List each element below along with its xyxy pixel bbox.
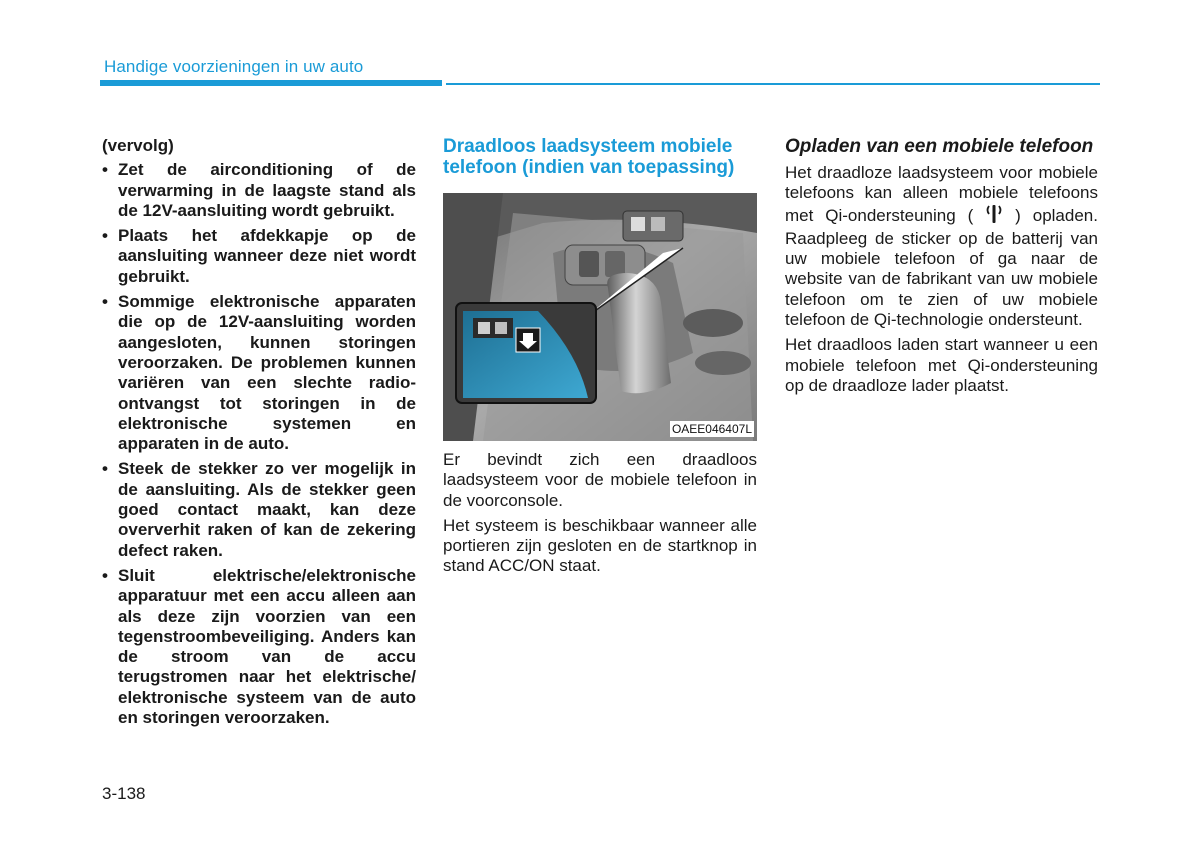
right-column (785, 136, 1098, 401)
bullet-item: • Plaats het afdekkapje op de aansluiting wanneer deze niet wordt gebruikt. (102, 226, 416, 287)
text-segment: ) opladen. Raadpleeg de sticker op de batterij van uw mobiele telefoon of ga naar de website van de fabrikant van uw mobiele telefoon om te zien of uw mobiele telefoon de Qi-technologie ondersteunt. (785, 205, 1098, 330)
left-column (102, 136, 416, 733)
text-segment: Het draadloze laadsysteem voor mobiele telefoons kan alleen mobiele telefoons met Qi-ondersteuning ( (785, 163, 1098, 225)
down-arrow-icon (516, 328, 540, 352)
paragraph-qi (785, 163, 1098, 330)
bullet-item: • Sluit elektrische/elektronische apparatuur met een accu alleen aan als deze zijn voorzien van een tegenstroombeveiliging. Anders kan de stroom van de accu terugstromen naar het elektrische/ elektronische systeem van de auto en storingen veroorzaken. (102, 566, 416, 728)
header-rule-thin (446, 83, 1100, 85)
section-title: Draadloos laadsysteem mobiele telefoon (indien van toepassing) (443, 136, 735, 178)
bullet-item: • Zet de airconditioning of de verwarming in de laagste stand als de 12V-aansluiting wordt gebruikt. (102, 160, 416, 221)
qi-wireless-icon (985, 204, 1003, 229)
paragraph: Het draadloos laden start wanneer u een mobiele telefoon met Qi-ondersteuning op de draadloze lader plaatst. (785, 335, 1098, 395)
figure-code: OAEE046407L (671, 422, 752, 436)
paragraph: Het systeem is beschikbaar wanneer alle portieren zijn gesloten en de startknop in stand ACC/ON staat. (443, 515, 757, 576)
caution-bullet-list (102, 160, 416, 728)
page-number: 3-138 (102, 784, 146, 803)
paragraph: Er bevindt zich een draadloos laadsysteem voor de mobiele telefoon in de voorconsole. (443, 450, 757, 510)
header-rule-thick (100, 80, 442, 86)
section-header-title: Handige voorzieningen in uw auto (104, 57, 364, 76)
bullet-item: • Sommige elektronische apparaten die op de 12V-aansluiting worden aangesloten, kunnen storingen veroorzaken. De problemen kunnen variëren van een slechte radio-ontvangst tot storingen in de elektronische systemen en apparaten in de auto. (102, 292, 416, 454)
continued-label: (vervolg) (102, 136, 174, 155)
subsection-title: Opladen van een mobiele telefoon (785, 136, 1094, 157)
middle-column (443, 136, 757, 582)
console-illustration (443, 193, 757, 441)
bullet-item: • Steek de stekker zo ver mogelijk in de aansluiting. Als de stekker geen goed contact maakt, kan deze oververhit raken of kan de zekering defect raken. (102, 459, 416, 560)
console-figure (443, 193, 757, 441)
